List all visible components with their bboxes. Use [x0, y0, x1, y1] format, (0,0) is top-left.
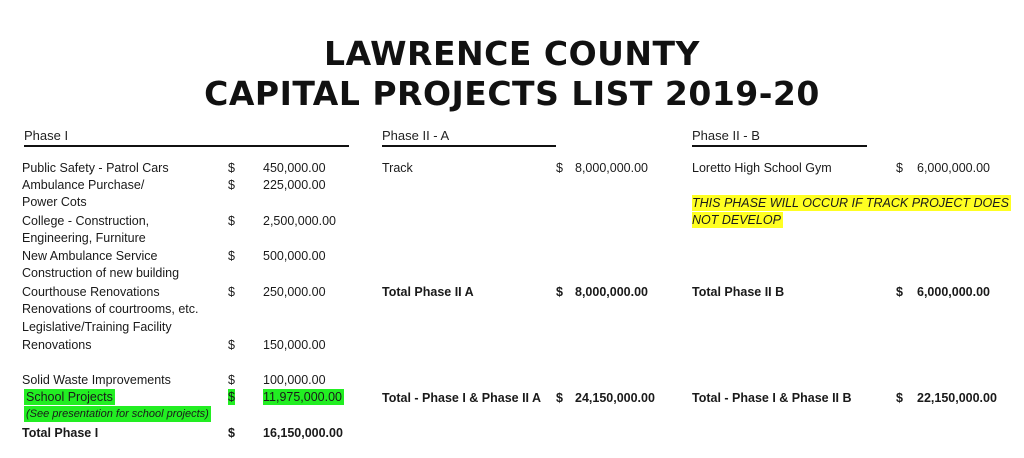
- document-title-line2: CAPITAL PROJECTS LIST 2019-20: [204, 74, 820, 113]
- phase1-item-label: Legislative/Training Facility: [22, 320, 172, 334]
- phase1-header: Phase I: [24, 128, 69, 143]
- currency-symbol: $: [228, 249, 235, 263]
- currency-symbol: $: [228, 338, 235, 352]
- phase1-item-sublabel: Renovations of courtrooms, etc.: [22, 302, 199, 316]
- phase1-item-amount: 250,000.00: [263, 285, 326, 299]
- phase1-item-label: Solid Waste Improvements: [22, 373, 171, 387]
- currency-symbol: $: [228, 285, 235, 299]
- currency-symbol: $: [896, 161, 903, 175]
- phase1-2b-grand-total-label: Total - Phase I & Phase II B: [692, 391, 852, 405]
- phase2b-header: Phase II - B: [692, 128, 760, 143]
- document-title-line1: LAWRENCE COUNTY: [324, 34, 700, 73]
- school-projects-amount: 11,975,000.00: [263, 390, 343, 404]
- phase2b-item-label: Loretto High School Gym: [692, 161, 832, 175]
- phase2b-total-label: Total Phase II B: [692, 285, 785, 299]
- phase1-item-amount: 225,000.00: [263, 178, 326, 192]
- phase1-item-label: Public Safety - Patrol Cars: [22, 161, 169, 175]
- phase1-item-sublabel: Engineering, Furniture: [22, 231, 146, 245]
- currency-symbol: $: [228, 390, 235, 404]
- phase1-item-amount: 450,000.00: [263, 161, 326, 175]
- currency-symbol: $: [228, 426, 235, 440]
- school-projects-label: School Projects: [26, 390, 113, 404]
- currency-symbol: $: [556, 285, 563, 299]
- phase1-item-label: Courthouse Renovations: [22, 285, 160, 299]
- phase2a-total-label: Total Phase II A: [382, 285, 474, 299]
- phase1-item-amount: 100,000.00: [263, 373, 326, 387]
- currency-symbol: $: [896, 285, 903, 299]
- currency-symbol: $: [228, 161, 235, 175]
- phase2a-underline: [382, 145, 556, 147]
- phase1-item-label: Ambulance Purchase/: [22, 178, 145, 192]
- phase1-item-label: New Ambulance Service: [22, 249, 158, 263]
- phase1-item-amount: 150,000.00: [263, 338, 326, 352]
- phase1-item-label: College - Construction,: [22, 214, 150, 228]
- phase1-item-sublabel: Construction of new building: [22, 266, 180, 280]
- currency-symbol: $: [556, 391, 563, 405]
- phase1-total-amount: 16,150,000.00: [263, 426, 343, 440]
- phase1-item-sublabel: Renovations: [22, 338, 92, 352]
- currency-symbol: $: [228, 178, 235, 192]
- currency-symbol: $: [896, 391, 903, 405]
- phase1-2a-grand-total-label: Total - Phase I & Phase II A: [382, 391, 542, 405]
- phase2b-underline: [692, 145, 867, 147]
- school-projects-note: (See presentation for school projects): [26, 408, 209, 420]
- phase1-item-amount: 2,500,000.00: [263, 214, 336, 228]
- phase2a-header: Phase II - A: [382, 128, 450, 143]
- phase2b-item-amount: 6,000,000.00: [917, 161, 990, 175]
- phase2a-item-amount: 8,000,000.00: [575, 161, 648, 175]
- phase2a-item-label: Track: [382, 161, 413, 175]
- phase1-item-amount: 500,000.00: [263, 249, 326, 263]
- phase2b-condition-note-line2: NOT DEVELOP: [692, 213, 781, 227]
- phase1-2a-grand-total-amount: 24,150,000.00: [575, 391, 655, 405]
- currency-symbol: $: [228, 373, 235, 387]
- phase1-underline: [24, 145, 349, 147]
- phase2b-total-amount: 6,000,000.00: [917, 285, 990, 299]
- currency-symbol: $: [556, 161, 563, 175]
- currency-symbol: $: [228, 214, 235, 228]
- phase2a-total-amount: 8,000,000.00: [575, 285, 648, 299]
- phase2b-condition-note-line1: THIS PHASE WILL OCCUR IF TRACK PROJECT DOES: [692, 196, 1009, 210]
- phase1-total-label: Total Phase I: [22, 426, 99, 440]
- phase1-2b-grand-total-amount: 22,150,000.00: [917, 391, 997, 405]
- phase1-item-sublabel: Power Cots: [22, 195, 87, 209]
